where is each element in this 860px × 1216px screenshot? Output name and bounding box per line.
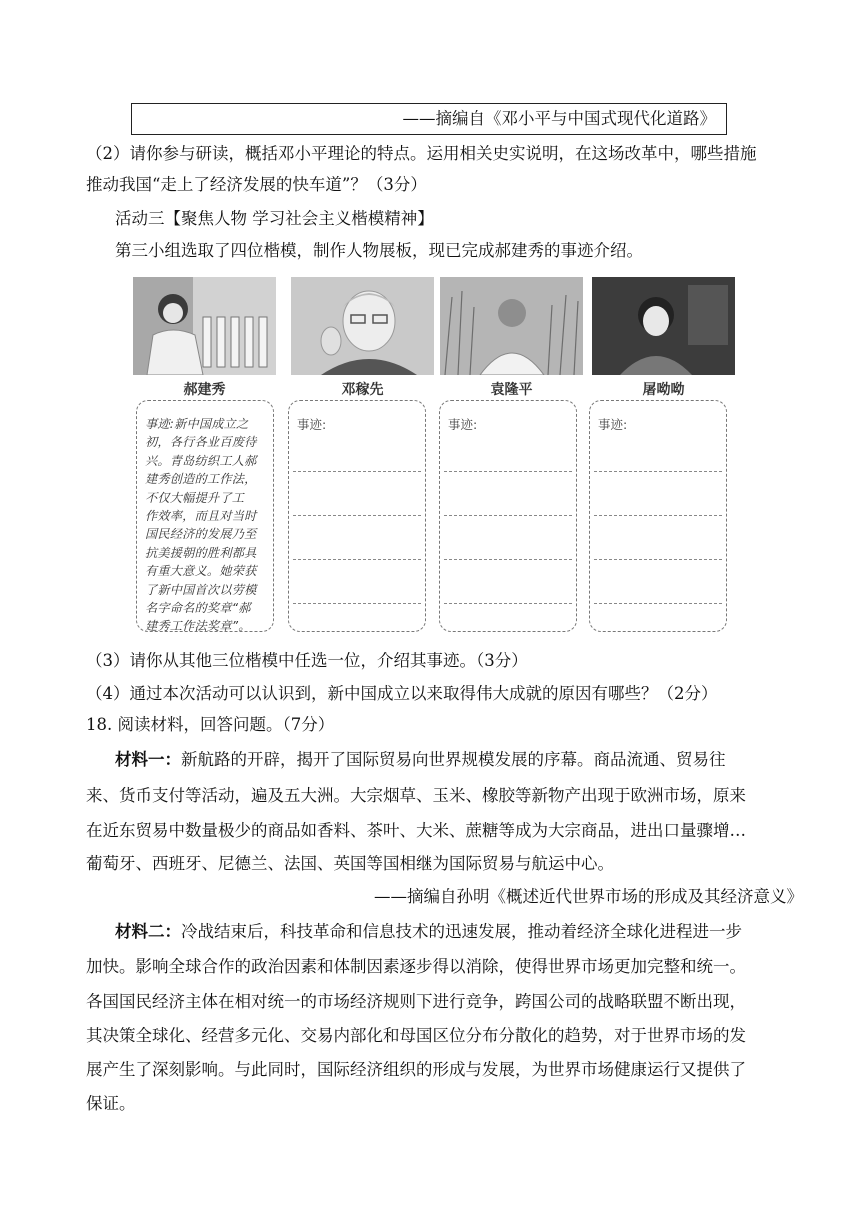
photo-yuan-longping xyxy=(440,277,583,375)
photo-deng-jiaxian xyxy=(291,277,434,375)
deed-card-deng-jiaxian xyxy=(288,400,426,632)
material-2-line3: 各国国民经济主体在相对统一的市场经济规则下进行竞争，跨国公司的战略联盟不断出现， xyxy=(86,992,746,1011)
material-2-line4: 其决策全球化、经营多元化、交易内部化和母国区位分布分散化的趋势，对于世界市场的发 xyxy=(86,1026,746,1045)
answer-line xyxy=(444,515,572,516)
model-name-deng-jiaxian: 邓稼先 xyxy=(341,382,384,398)
deed-card-tu-youyou xyxy=(589,400,727,632)
material-2-text: 冷战结束后，科技革命和信息技术的迅速发展，推动着经济全球化进程进一步 xyxy=(181,922,742,941)
photo-tu-youyou xyxy=(592,277,735,375)
answer-line xyxy=(594,559,722,560)
material-1-line3: 在近东贸易中数量极少的商品如香料、茶叶、大米、蔗糖等成为大宗商品，进出口量骤增… xyxy=(86,821,746,840)
answer-line xyxy=(444,471,572,472)
deed-line: 初，各行各业百废待 xyxy=(145,435,257,450)
material-1-source: ——摘编自孙明《概述近代世界市场的形成及其经济意义》 xyxy=(374,887,803,906)
material-2-line1 xyxy=(115,921,742,943)
question-2-line1: （2）请你参与研读，概括邓小平理论的特点。运用相关史实说明，在这场改革中，哪些措施 xyxy=(86,144,757,163)
material-2-line2: 加快。影响全球合作的政治因素和体制因素逐步得以消除，使得世界市场更加完整和统一。 xyxy=(86,957,746,976)
deed-card-hao-jianxiu xyxy=(136,400,274,632)
material-1-text: 新航路的开辟，揭开了国际贸易向世界规模发展的序幕。商品流通、贸易往 xyxy=(181,750,726,769)
deed-label: 事迹: xyxy=(598,417,628,432)
answer-line xyxy=(293,471,421,472)
model-name-yuan-longping: 袁隆平 xyxy=(490,382,533,398)
answer-line xyxy=(594,515,722,516)
deed-line: 了新中国首次以劳模 xyxy=(145,582,257,597)
question-18: 18. 阅读材料，回答问题。（7分） xyxy=(86,715,335,734)
source-citation-box xyxy=(131,103,727,135)
deed-line: 国民经济的发展乃至 xyxy=(145,527,257,542)
deed-line: 事迹:新中国成立之 xyxy=(145,417,249,431)
question-3: （3）请你从其他三位楷模中任选一位，介绍其事迹。（3分） xyxy=(86,651,528,670)
model-name-tu-youyou: 屠呦呦 xyxy=(642,382,685,398)
answer-line xyxy=(293,515,421,516)
answer-line xyxy=(444,603,572,604)
material-1-label: 材料一： xyxy=(115,750,181,769)
deed-line: 抗美援朝的胜利都具 xyxy=(145,545,257,560)
material-1-line1 xyxy=(115,749,726,771)
photo-hao-jianxiu xyxy=(133,277,276,375)
question-2-line2: 推动我国“走上了经济发展的快车道”？（3分） xyxy=(86,175,427,194)
source-citation: ——摘编自《邓小平与中国式现代化道路》 xyxy=(402,109,716,128)
deed-card-yuan-longping xyxy=(439,400,577,632)
deed-line: 建秀创造的工作法， xyxy=(145,472,257,487)
answer-line xyxy=(594,603,722,604)
material-2-label: 材料二： xyxy=(115,922,181,941)
deed-label: 事迹: xyxy=(297,417,327,432)
answer-line xyxy=(293,559,421,560)
material-2-line6: 保证。 xyxy=(86,1094,136,1113)
deed-label: 事迹: xyxy=(448,417,478,432)
material-1-line2: 来、货币支付等活动，遍及五大洲。大宗烟草、玉米、橡胶等新物产出现于欧洲市场，原来 xyxy=(86,786,746,805)
deed-text-hao-jianxiu xyxy=(145,415,269,636)
material-1-line4: 葡萄牙、西班牙、尼德兰、法国、英国等国相继为国际贸易与航运中心。 xyxy=(86,854,614,873)
deed-line: 不仅大幅提升了工 xyxy=(145,490,245,505)
deed-line: 名字命名的奖章“郝 xyxy=(145,601,251,616)
question-4: （4）通过本次活动可以认识到，新中国成立以来取得伟大成就的原因有哪些？（2分） xyxy=(86,684,718,703)
activity-3-title: 活动三【聚焦人物 学习社会主义楷模精神】 xyxy=(115,209,434,228)
answer-line xyxy=(444,559,572,560)
answer-line xyxy=(293,603,421,604)
deed-line: 建秀工作法奖章”。 xyxy=(145,619,251,634)
deed-line: 兴。青岛纺织工人郝 xyxy=(145,453,257,468)
deed-line: 有重大意义。她荣获 xyxy=(145,564,257,579)
model-name-hao-jianxiu: 郝建秀 xyxy=(183,382,226,398)
material-2-line5: 展产生了深刻影响。与此同时，国际经济组织的形成与发展，为世界市场健康运行又提供了 xyxy=(86,1060,746,1079)
answer-line xyxy=(594,471,722,472)
deed-line: 作效率，而且对当时 xyxy=(145,509,257,524)
activity-3-intro: 第三小组选取了四位楷模，制作人物展板，现已完成郝建秀的事迹介绍。 xyxy=(115,241,643,260)
